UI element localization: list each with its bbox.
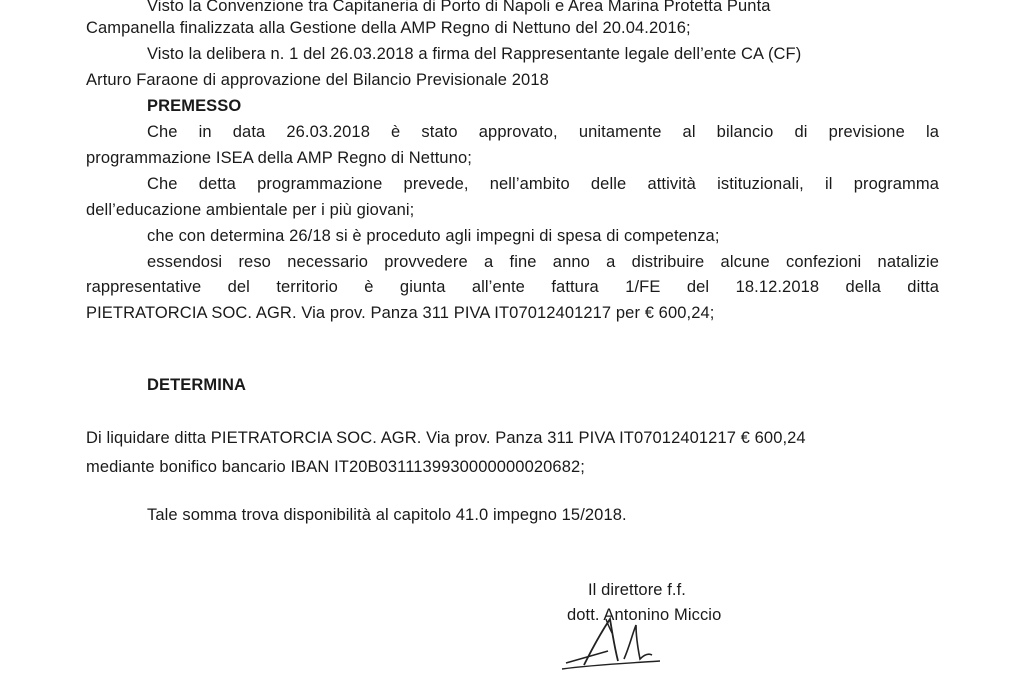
visto-delibera-line-1: Visto la delibera n. 1 del 26.03.2018 a firma del Rappresentante legale dell’ente CA (CF): [147, 45, 802, 63]
premesso-programmazione-line-2: dell’educazione ambientale per i più giovani;: [86, 201, 415, 219]
visto-convenzione-line-2: Campanella finalizzata alla Gestione della AMP Regno di Nettuno del 20.04.2016;: [86, 19, 691, 37]
premesso-confezioni-line-2: rappresentative del territorio è giunta all’ente fattura 1/FE del 18.12.2018 della ditta: [86, 278, 939, 296]
determina-liquidare-line-1: Di liquidare ditta PIETRATORCIA SOC. AGR. Via prov. Panza 311 PIVA IT07012401217 € 600,24: [86, 429, 806, 447]
determina-liquidare-line-2: mediante bonifico bancario IBAN IT20B0311139930000000020682;: [86, 458, 585, 476]
premesso-programmazione-line-1: Che detta programmazione prevede, nell’ambito delle attività istituzionali, il programma: [147, 175, 939, 193]
premesso-approvato-line-1: Che in data 26.03.2018 è stato approvato, unitamente al bilancio di previsione la: [147, 123, 939, 141]
handwritten-signature: [560, 615, 700, 673]
signature-role: Il direttore f.f.: [588, 581, 686, 599]
somma-disponibilita-line: Tale somma trova disponibilità al capitolo 41.0 impegno 15/2018.: [147, 506, 627, 524]
premesso-confezioni-line-1: essendosi reso necessario provvedere a fine anno a distribuire alcune confezioni natalizie: [147, 253, 939, 271]
visto-delibera-line-2: Arturo Faraone di approvazione del Bilancio Previsionale 2018: [86, 71, 549, 89]
premesso-approvato-line-2: programmazione ISEA della AMP Regno di Nettuno;: [86, 149, 472, 167]
visto-convenzione-line-1: Visto la Convenzione tra Capitaneria di Porto di Napoli e Area Marina Protetta Punta: [147, 0, 771, 15]
premesso-heading: PREMESSO: [147, 97, 242, 115]
determina-heading: DETERMINA: [147, 376, 246, 394]
premesso-determina-line: che con determina 26/18 si è proceduto agli impegni di spesa di competenza;: [147, 227, 720, 245]
signature-name: dott. Antonino Miccio: [567, 606, 722, 624]
premesso-confezioni-line-3: PIETRATORCIA SOC. AGR. Via prov. Panza 311 PIVA IT07012401217 per € 600,24;: [86, 304, 715, 322]
